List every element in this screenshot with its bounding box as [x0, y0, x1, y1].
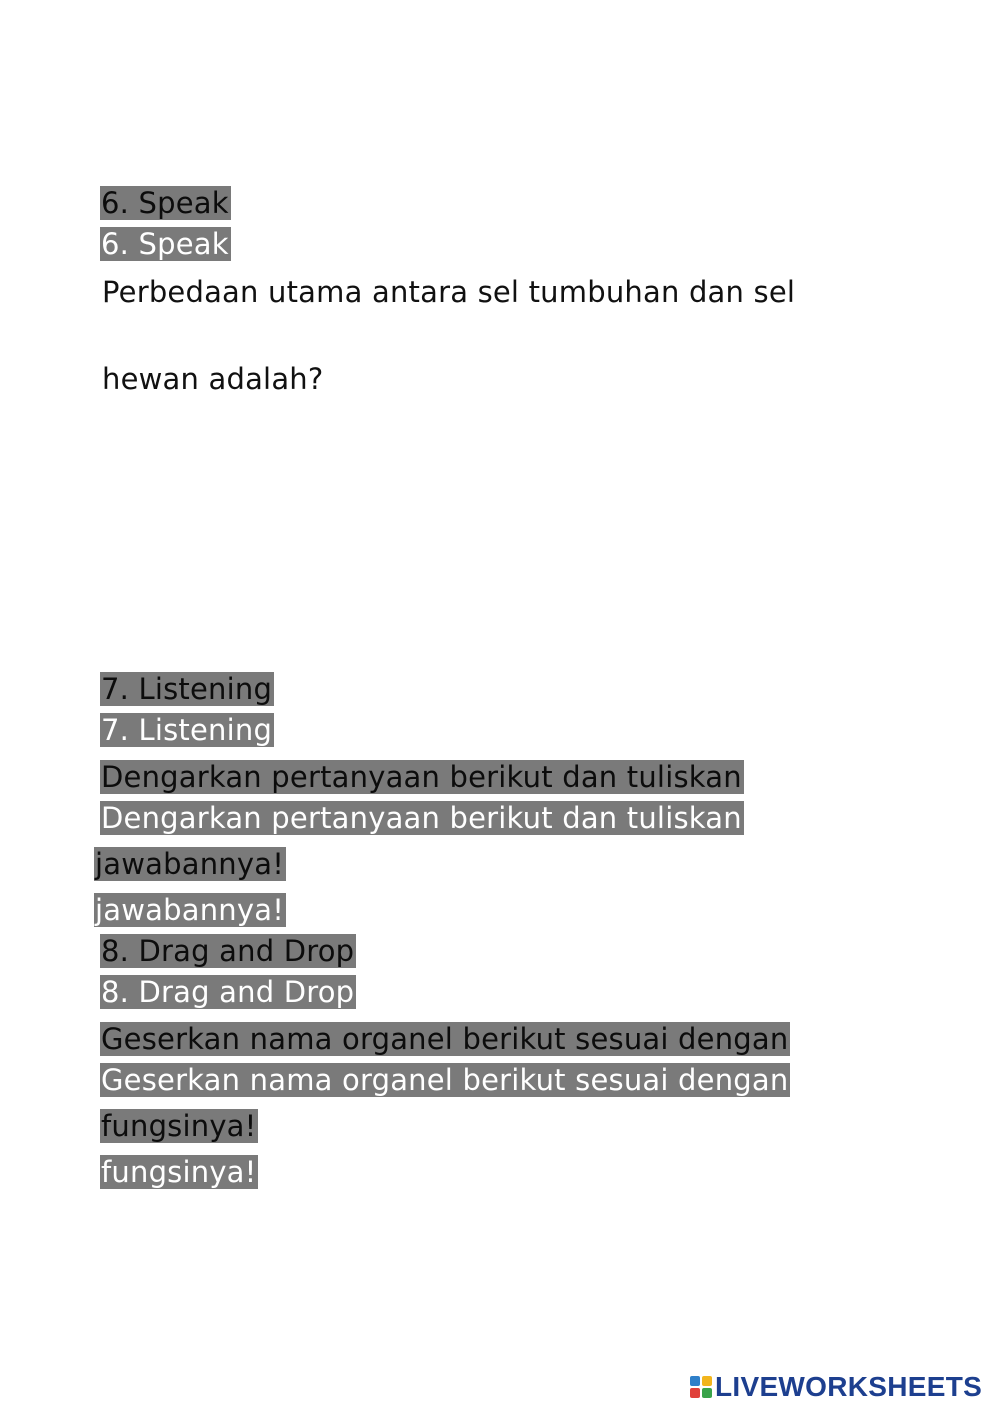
- liveworksheets-logo: [690, 1370, 982, 1404]
- drag-drop-heading-text: 8. Drag and Drop: [101, 934, 355, 968]
- listening-prompt-line-2: [94, 844, 286, 884]
- listening-prompt-line-1-text: Dengarkan pertanyaan berikut dan tuliskan: [101, 760, 742, 794]
- speak-prompt-line-2: hewan adalah?: [102, 362, 324, 396]
- logo-tile-green: [702, 1388, 712, 1398]
- drag-drop-heading-echo: [100, 972, 356, 1012]
- logo-tile-blue: [690, 1376, 700, 1386]
- speak-heading-echo: [100, 224, 231, 264]
- speak-heading: [100, 183, 231, 223]
- speak-prompt-line-1: Perbedaan utama antara sel tumbuhan dan sel: [102, 275, 796, 309]
- listening-prompt-line-2-echo-text: jawabannya!: [95, 893, 285, 927]
- listening-prompt-line-2-text: jawabannya!: [95, 847, 285, 881]
- speak-heading-echo-text: 6. Speak: [101, 227, 229, 261]
- liveworksheets-logo-icon: [690, 1376, 712, 1398]
- logo-tile-yellow: [702, 1376, 712, 1386]
- drag-drop-prompt-line-1-echo: [100, 1060, 790, 1100]
- listening-prompt-line-2-echo: [94, 890, 286, 930]
- logo-tile-red: [690, 1388, 700, 1398]
- drag-drop-prompt-line-2-echo-text: fungsinya!: [101, 1155, 257, 1189]
- listening-heading-echo-text: 7. Listening: [101, 713, 273, 747]
- listening-heading-text: 7. Listening: [101, 672, 273, 706]
- listening-heading-echo: [100, 710, 274, 750]
- drag-drop-prompt-line-1: [100, 1019, 790, 1059]
- drag-drop-heading: [100, 931, 356, 971]
- speak-heading-text: 6. Speak: [101, 186, 229, 220]
- drag-drop-prompt-line-2-text: fungsinya!: [101, 1109, 257, 1143]
- drag-drop-prompt-line-1-echo-text: Geserkan nama organel berikut sesuai dengan: [101, 1063, 789, 1097]
- listening-prompt-line-1: [100, 757, 744, 797]
- listening-prompt-line-1-echo: [100, 798, 744, 838]
- drag-drop-prompt-line-2: [100, 1106, 258, 1146]
- liveworksheets-logo-text: LIVEWORKSHEETS: [715, 1371, 983, 1402]
- drag-drop-prompt-line-1-text: Geserkan nama organel berikut sesuai dengan: [101, 1022, 789, 1056]
- drag-drop-heading-echo-text: 8. Drag and Drop: [101, 975, 355, 1009]
- listening-prompt-line-1-echo-text: Dengarkan pertanyaan berikut dan tuliskan: [101, 801, 742, 835]
- drag-drop-prompt-line-2-echo: [100, 1152, 258, 1192]
- listening-heading: [100, 669, 274, 709]
